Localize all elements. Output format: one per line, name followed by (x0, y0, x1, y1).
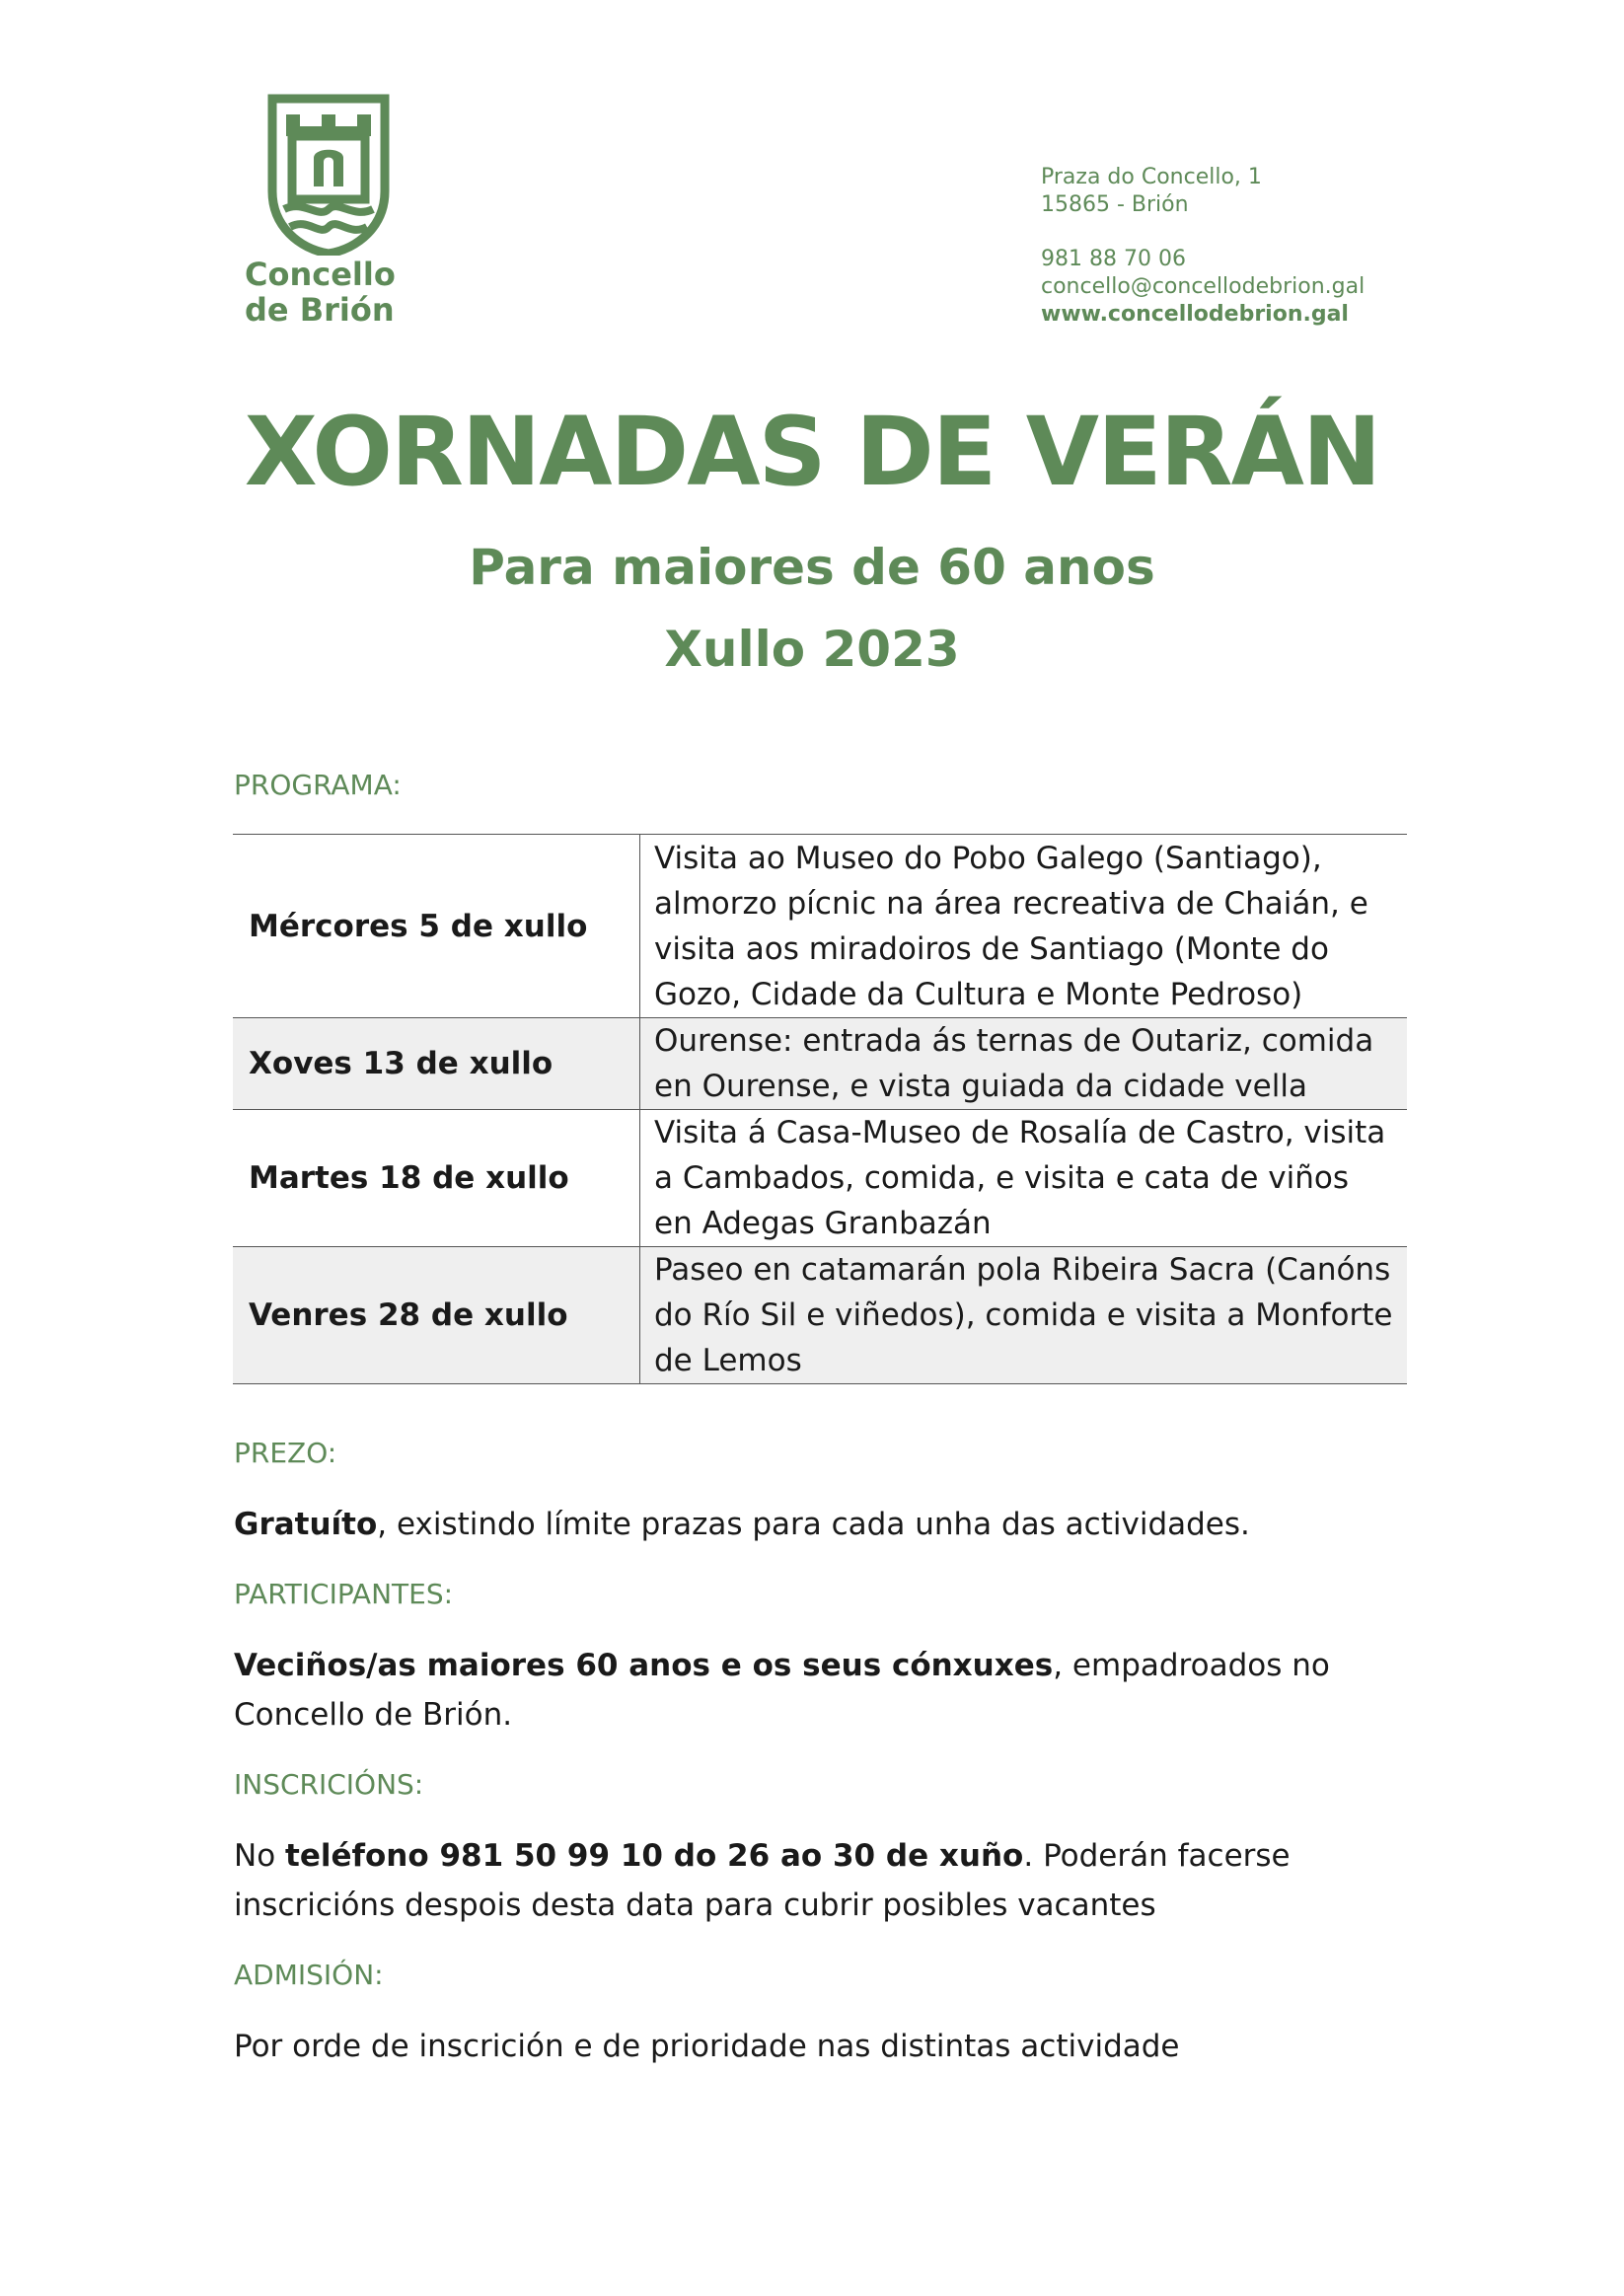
program-day: Martes 18 de xullo (233, 1110, 640, 1247)
price-bold: Gratuíto (234, 1507, 378, 1542)
program-description: Visita ao Museo do Pobo Galego (Santiago), almorzo pícnic na área recreativa de Chaián, e visita aos miradoiros de Santiago (Monte do Gozo, Cidade da Cultura e Monte Pedroso) (640, 835, 1408, 1018)
phone-number: 981 88 70 06 (1041, 247, 1186, 271)
registration-rest: . Poderán facerse inscricións despois desta data para cubrir posibles vacantes (234, 1838, 1291, 1923)
program-table (233, 834, 1407, 1384)
contact-info (1041, 164, 1365, 329)
table-row (233, 1247, 1407, 1384)
page-subtitle-audience: Para maiores de 60 anos (469, 539, 1155, 596)
price-text (234, 1500, 1418, 1549)
concello-logo (245, 93, 422, 339)
admission-heading: ADMISIÓN: (234, 1959, 384, 1991)
page-title: XORNADAS DE VERÁN (244, 397, 1380, 507)
program-description: Ourense: entrada ás ternas de Outariz, comida en Ourense, e vista guiada da cidade vella (640, 1018, 1408, 1110)
registration-heading: INSCRICIÓNS: (234, 1768, 424, 1801)
table-row (233, 1018, 1407, 1110)
table-row (233, 835, 1407, 1018)
participants-heading: PARTICIPANTES: (234, 1578, 454, 1610)
table-row (233, 1110, 1407, 1247)
registration-text (234, 1831, 1418, 1930)
participants-bold: Veciños/as maiores 60 anos e os seus cónxuxes (234, 1648, 1054, 1683)
program-day: Venres 28 de xullo (233, 1247, 640, 1384)
participants-text (234, 1641, 1418, 1740)
admission-text: Por orde de inscrición e de prioridade nas distintas actividade (234, 2029, 1180, 2064)
price-heading: PREZO: (234, 1437, 337, 1469)
logo-line-1: Concello (245, 256, 396, 293)
program-day: Mércores 5 de xullo (233, 835, 640, 1018)
participants-rest: , empadroados no Concello de Brión. (234, 1648, 1330, 1733)
program-description: Paseo en catamarán pola Ribeira Sacra (Canóns do Río Sil e viñedos), comida e visita a Monforte de Lemos (640, 1247, 1408, 1384)
website-link[interactable]: www.concellodebrion.gal (1041, 302, 1349, 327)
program-day: Xoves 13 de xullo (233, 1018, 640, 1110)
page-subtitle-date: Xullo 2023 (664, 621, 960, 678)
email-address[interactable]: concello@concellodebrion.gal (1041, 274, 1366, 299)
price-rest: , existindo límite prazas para cada unha das actividades. (377, 1507, 1250, 1542)
castle-shield-icon (264, 93, 393, 256)
registration-bold: teléfono 981 50 99 10 do 26 ao 30 de xuño (285, 1838, 1024, 1874)
program-description: Visita á Casa-Museo de Rosalía de Castro, visita a Cambados, comida, e visita e cata de viños en Adegas Granbazán (640, 1110, 1408, 1247)
registration-pre: No (234, 1838, 286, 1874)
logo-text (245, 257, 396, 328)
logo-line-2: de Brión (245, 291, 395, 329)
address-line-1: Praza do Concello, 1 (1041, 165, 1262, 189)
program-heading: PROGRAMA: (234, 769, 402, 801)
address-line-2: 15865 - Brión (1041, 192, 1189, 217)
